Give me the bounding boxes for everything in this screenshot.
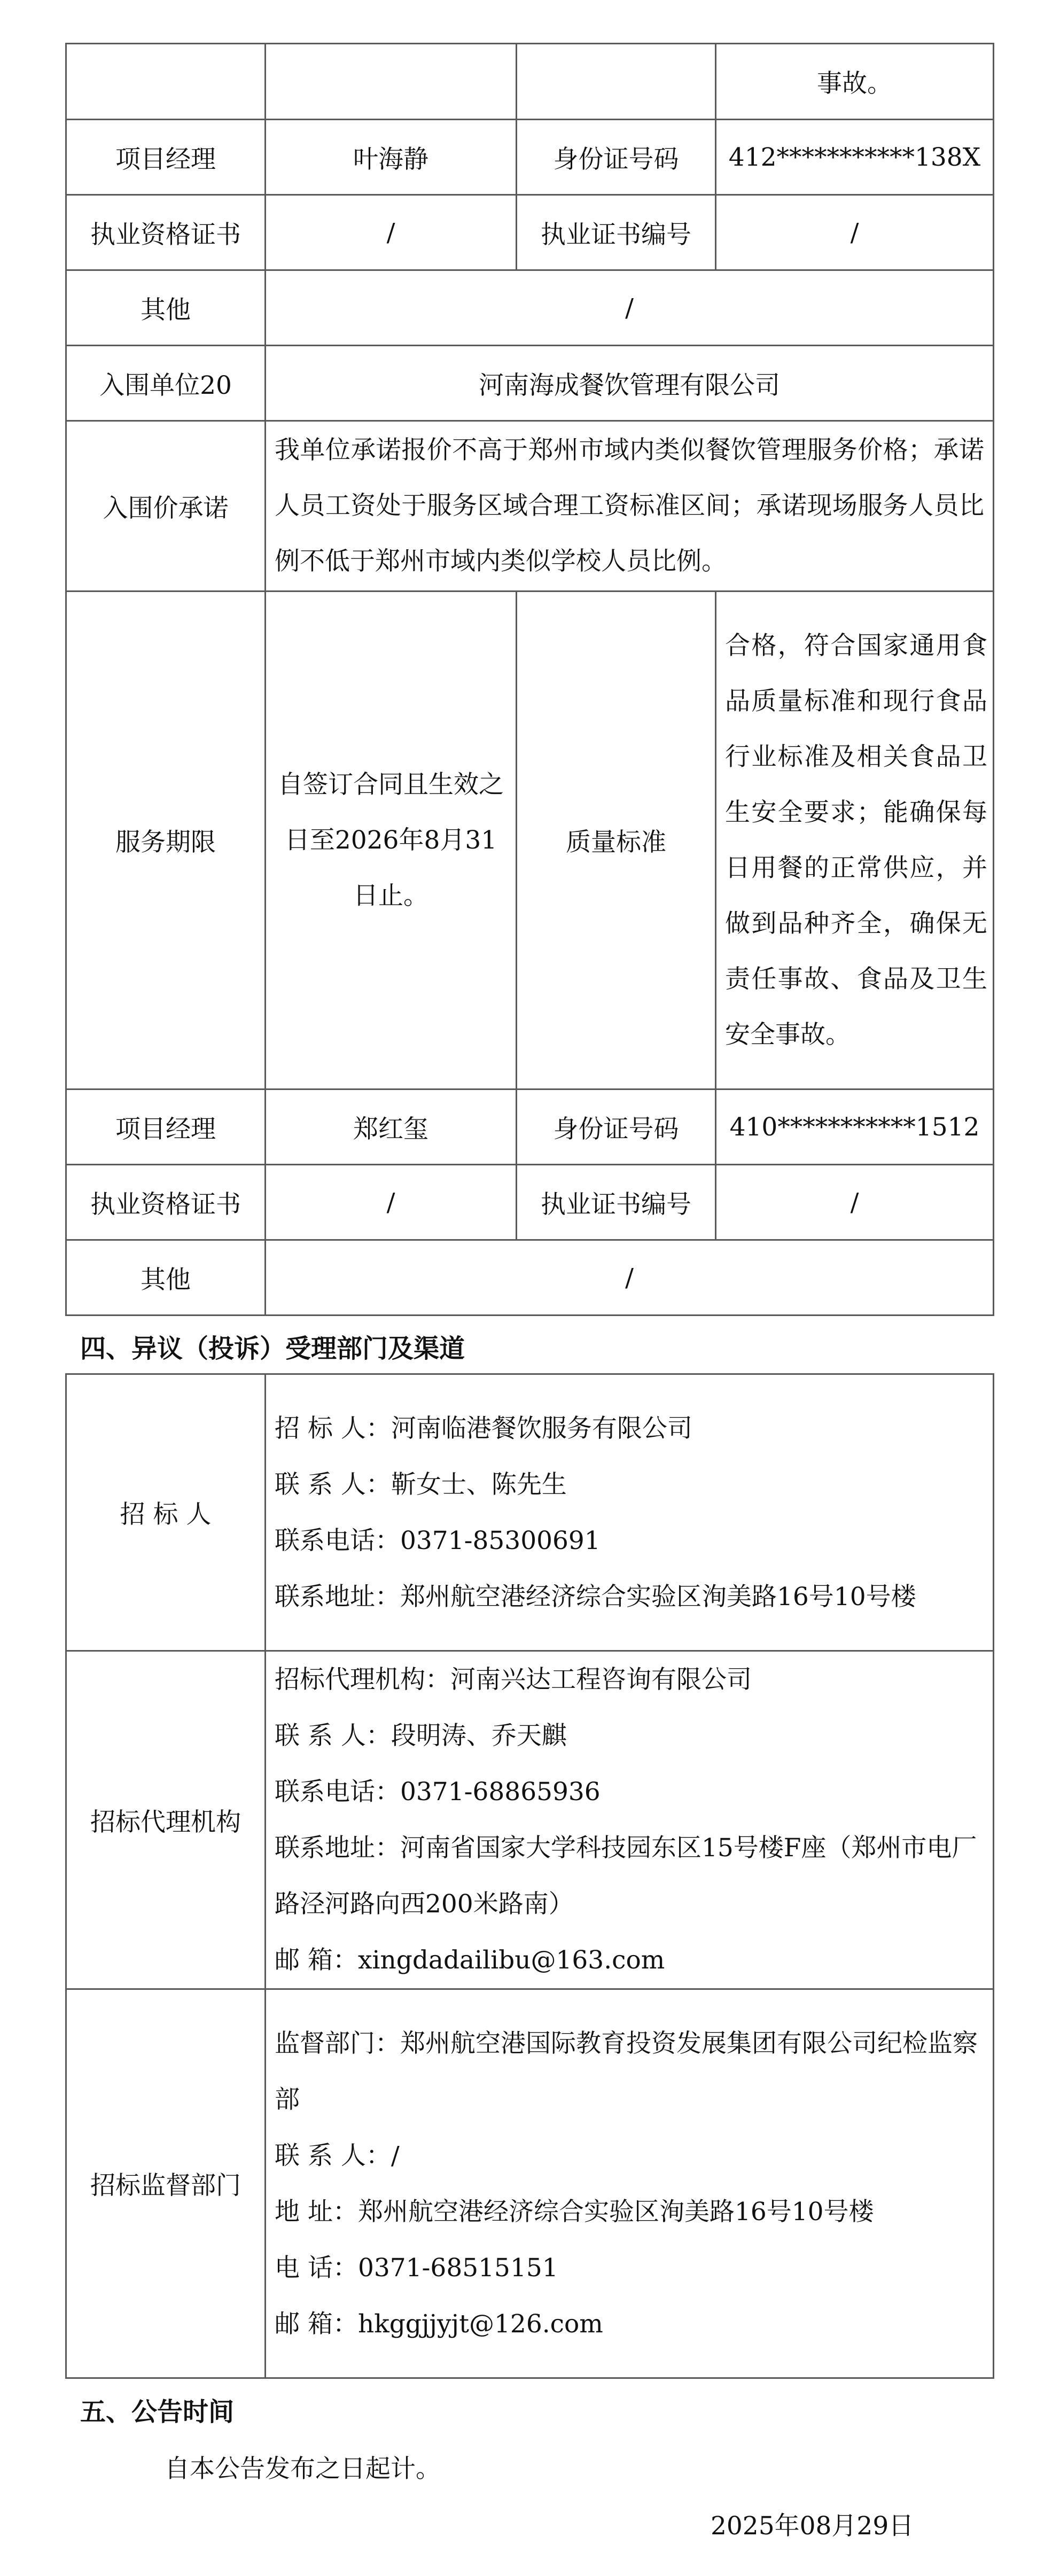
- id-value: 412***********138X: [716, 120, 994, 195]
- quality-value: 合格，符合国家通用食品质量标准和现行食品行业标准及相关食品卫生安全要求；能确保每日用餐的正常供应，并做到品种齐全，确保无责任事故、食品及卫生安全事故。: [716, 592, 994, 1089]
- section5-heading: 五、公告时间: [80, 2397, 235, 2427]
- notice-date: 2025年08月29日: [711, 2511, 914, 2541]
- tenderer-contact: 联 系 人：靳女士、陈先生: [275, 1469, 567, 1499]
- tenderer-phone: 联系电话：0371-85300691: [275, 1526, 601, 1555]
- complaint-table: [65, 1373, 994, 2379]
- supervisor-label: 招标监督部门: [66, 1989, 266, 2378]
- agency-address: 联系地址：河南省国家大学科技园东区15号楼F座（郑州市电厂路泾河路向西200米路南）: [275, 1833, 977, 1919]
- unit-label: 入围单位20: [66, 346, 266, 421]
- table-row: [66, 1165, 994, 1240]
- table-row: [66, 1240, 994, 1316]
- service-period: 自签订合同且生效之日至2026年8月31日止。: [266, 592, 517, 1089]
- price-label: 入围价承诺: [66, 421, 266, 592]
- cert-num-value: /: [716, 195, 994, 270]
- tenderer-name: 招 标 人：河南临港餐饮服务有限公司: [275, 1413, 692, 1443]
- unit-value: 河南海成餐饮管理有限公司: [266, 346, 994, 421]
- price-value: 我单位承诺报价不高于郑州市域内类似餐饮管理服务价格；承诺人员工资处于服务区域合理工资标准区间；承诺现场服务人员比例不低于郑州市域内类似学校人员比例。: [266, 421, 994, 592]
- other-label: 其他: [66, 270, 266, 346]
- award-table: [65, 43, 994, 1316]
- quality-label: 质量标准: [517, 592, 716, 1089]
- agency-name: 招标代理机构：河南兴达工程咨询有限公司: [275, 1665, 752, 1694]
- other-label: 其他: [66, 1240, 266, 1316]
- pm-name: 叶海静: [266, 120, 517, 195]
- cert-num-label: 执业证书编号: [517, 195, 716, 270]
- notice-period-text: 自本公告发布之日起计。: [165, 2454, 441, 2484]
- table-row: [66, 195, 994, 270]
- empty-cell: [266, 44, 517, 120]
- pm-label: 项目经理: [66, 1089, 266, 1165]
- pm-label: 项目经理: [66, 120, 266, 195]
- cert-num-label: 执业证书编号: [517, 1165, 716, 1240]
- tenderer-label: 招 标 人: [66, 1374, 266, 1651]
- section4-heading: 四、异议（投诉）受理部门及渠道: [80, 1334, 465, 1364]
- table-row: [66, 346, 994, 421]
- tenderer-address: 联系地址：郑州航空港经济综合实验区洵美路16号10号楼: [275, 1582, 916, 1612]
- supervisor-email: 邮 箱：hkggjjyjt@126.com: [275, 2309, 603, 2339]
- table-row: [66, 1089, 994, 1165]
- table-row: [66, 1989, 994, 2378]
- quality-tail: 事故。: [716, 44, 994, 120]
- id-label: 身份证号码: [517, 1089, 716, 1165]
- id-value: 410***********1512: [716, 1089, 994, 1165]
- other-value: /: [266, 1240, 994, 1316]
- empty-cell: [66, 44, 266, 120]
- agency-info: [266, 1651, 994, 1989]
- id-label: 身份证号码: [517, 120, 716, 195]
- table-row: [66, 44, 994, 120]
- tenderer-info: [266, 1374, 994, 1651]
- cert-value: /: [266, 195, 517, 270]
- supervisor-address: 地 址：郑州航空港经济综合实验区洵美路16号10号楼: [275, 2197, 874, 2227]
- empty-cell: [517, 44, 716, 120]
- table-row: [66, 120, 994, 195]
- table-row: [66, 270, 994, 346]
- table-row: [66, 592, 994, 1089]
- supervisor-contact: 联 系 人：/: [275, 2141, 400, 2170]
- agency-label: 招标代理机构: [66, 1651, 266, 1989]
- table-row: [66, 1651, 994, 1989]
- supervisor-dept: 监督部门：郑州航空港国际教育投资发展集团有限公司纪检监察部: [275, 2028, 978, 2114]
- agency-email: 邮 箱：xingdadailibu@163.com: [275, 1945, 665, 1975]
- pm-name: 郑红玺: [266, 1089, 517, 1165]
- other-value: /: [266, 270, 994, 346]
- cert-label: 执业资格证书: [66, 1165, 266, 1240]
- service-label: 服务期限: [66, 592, 266, 1089]
- table-row: [66, 1374, 994, 1651]
- cert-num-value: /: [716, 1165, 994, 1240]
- agency-contact: 联 系 人：段明涛、乔天麒: [275, 1721, 567, 1750]
- supervisor-phone: 电 话：0371-68515151: [275, 2253, 558, 2283]
- supervisor-info: [266, 1989, 994, 2378]
- cert-value: /: [266, 1165, 517, 1240]
- agency-phone: 联系电话：0371-68865936: [275, 1777, 601, 1807]
- table-row: [66, 421, 994, 592]
- cert-label: 执业资格证书: [66, 195, 266, 270]
